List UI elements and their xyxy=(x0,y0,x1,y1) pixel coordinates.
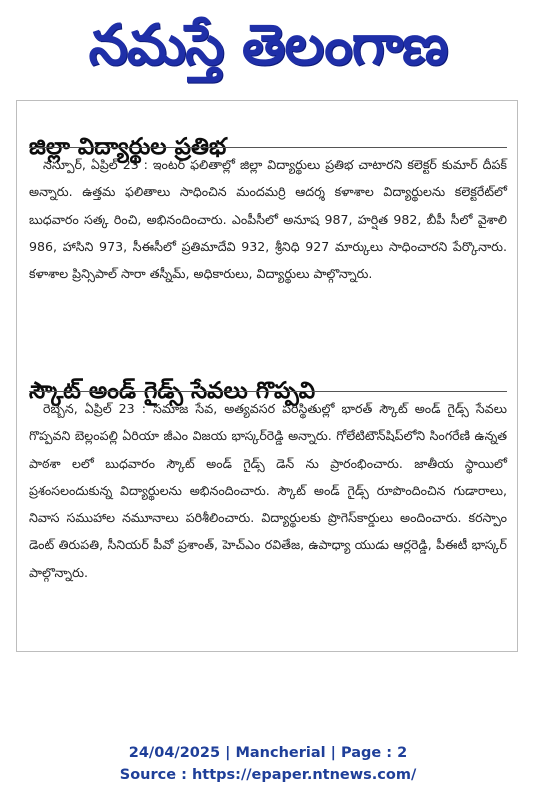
article-body: రెబ్బెన, ఏప్రిల్ 23 : సమాజ సేవ, అత్యవసర పరిస్థితుల్లో భారత్ స్కౌట్ అండ్ గైడ్స్ సేవలు గొప్పవని బెల్లంపల్లి ఏరియా జీఎం విజయ భాస్కర్‌రెడ్డి అన్నారు. గోలేటిటౌన్‌షిప్‌లోని సింగరేణి ఉన్నత పాఠశా లలో బుధవారం స్కౌట్ అండ్ గైడ్స్ డెన్ ను ప్రారంభించారు. జాతీయ స్థాయిలో ప్రశంసలందుకున్న విద్యార్థులను అభినందించారు. స్కౌట్ అండ్ గైడ్స్ రూపొందించిన గుడారాలు, నివాస సముహాల నమూనాలు పరిశీలించారు. విద్యార్థులకు ప్రొగెస్‌కార్డులు అందించారు. కరస్పాం డెంట్ తిరుపతి, సీనియర్ పీవో ప్రశాంత్, హెచ్‌ఎం రవితేజ, ఉపాధ్యా యుడు ఆర్లరెడ్డి, పీఈటీ భాస్కర్ పాల్గొన్నారు. xyxy=(29,401,507,580)
clipping-footer xyxy=(0,742,536,786)
edition-date-page: 24/04/2025 | Mancherial | Page : 2 xyxy=(128,745,408,761)
newspaper-logo-title: నమస్తే తెలంగాణ xyxy=(88,13,448,78)
headline-rule xyxy=(29,147,507,148)
headline-rule xyxy=(29,391,507,392)
masthead xyxy=(0,0,536,92)
article-body: నస్పూర్, ఏప్రిల్ 23 : ఇంటర్ ఫలితాల్లో జిల్లా విద్యార్థులు ప్రతిభ చాటారని కలెక్టర్ కుమార్ దీపక్ అన్నారు. ఉత్తమ ఫలితాలు సాధించిన మందమర్రి ఆదర్శ కళాశాల విద్యార్థులను కలెక్టరేట్‌లో బుధవారం సత్క రించి, అభినందించారు. ఎంపీసీలో అనూష 987, హర్షిత 982, బీపీ సీలో వైశాలి 986, హాసిని 973, సీఈసీలో ప్రతిమాదేవి 932, శ్రీనిధి 927 మార్కులు సాధించారని పేర్కొనారు. కళాశాల ప్రిన్సిపాల్ సారా తస్నీమ్, అధికారులు, విద్యార్థులు పాల్గొన్నారు. xyxy=(29,157,507,282)
article-headline: జిల్లా విద్యార్థుల ప్రతిభ xyxy=(29,134,227,161)
source-link[interactable]: Source : https://epaper.ntnews.com/ xyxy=(119,767,417,783)
news-clipping xyxy=(16,100,518,652)
article-headline: స్కౌట్ అండ్ గైడ్స్ సేవలు గొప్పవి xyxy=(29,378,316,405)
